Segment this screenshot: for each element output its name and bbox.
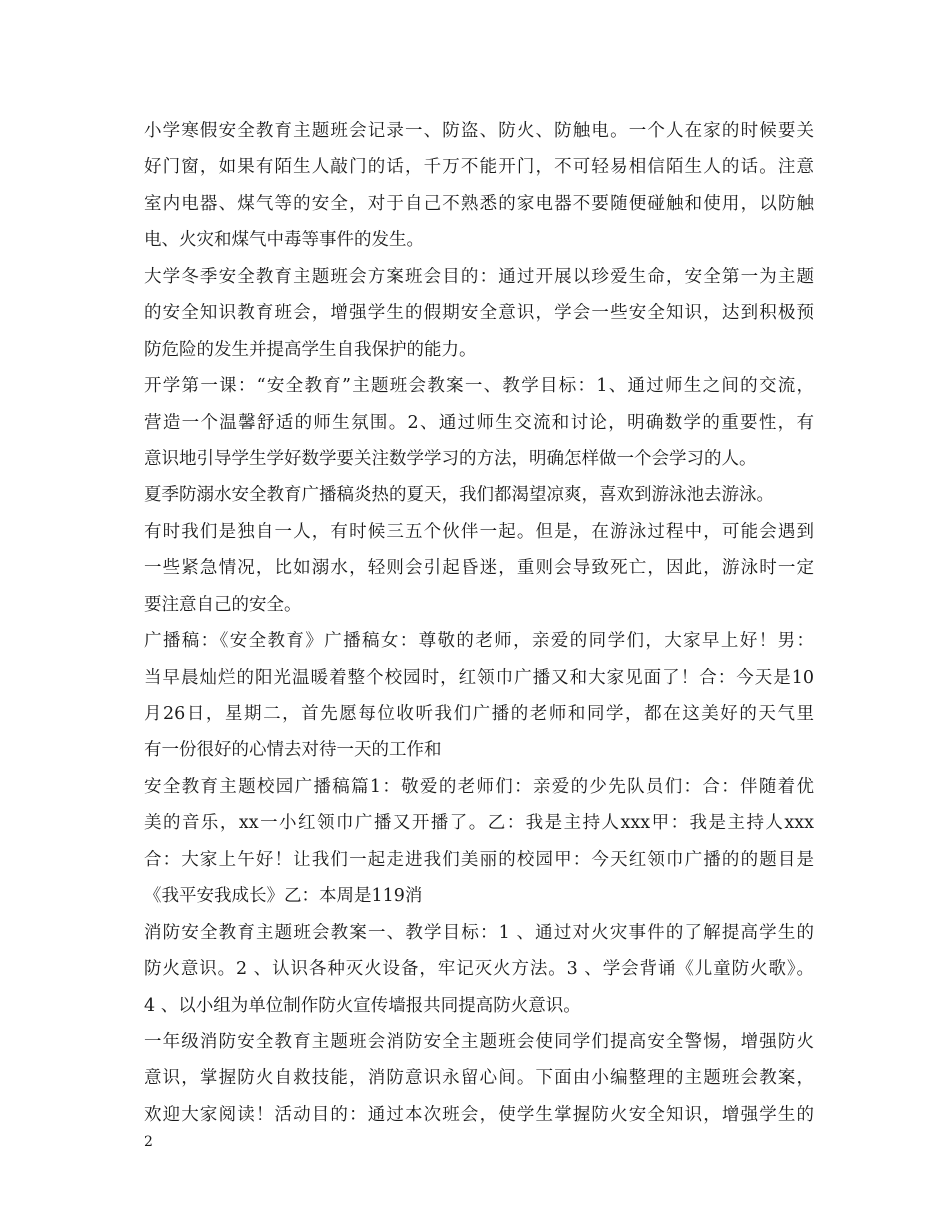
text-line: 防危险的发生并提高学生自我保护的能力。 (144, 339, 477, 360)
text-line: 美的音乐，xx一小红领巾广播又开播了。乙：我是主持人xxx甲：我是主持人xxx (144, 813, 814, 834)
text-line: 大学冬季安全教育主题班会方案班会目的：通过开展以珍爱生命，安全第一为主题 (144, 266, 814, 287)
text-line: 防火意识。2 、认识各种灭火设备，牢记灭火方法。3 、学会背诵《儿童防火歌》。 (144, 959, 814, 980)
text-line: 有时我们是独自一人，有时候三五个伙伴一起。但是，在游泳过程中，可能会遇到 (144, 521, 814, 542)
text-line: 当早晨灿烂的阳光温暖着整个校园时，红领巾广播又和大家见面了！合：今天是10 (144, 667, 814, 688)
text-line: 意识地引导学生学好数学要关注数学学习的方法，明确怎样做一个会学习的人。 (144, 448, 757, 469)
text-line: 小学寒假安全教育主题班会记录一、防盗、防火、防触电。一个人在家的时候要关 (144, 121, 814, 141)
text-line: 营造一个温馨舒适的师生氛围。2、通过师生交流和讨论，明确数学的重要性，有 (144, 412, 814, 433)
text-line: 要注意自己的安全。 (144, 594, 302, 615)
page-number: 2 (144, 1134, 153, 1150)
text-line: 有一份很好的心情去对待一天的工作和 (144, 740, 442, 761)
text-line: 《我平安我成长》乙：本周是119消 (144, 886, 423, 907)
text-line: 意识，掌握防火自救技能，消防意识永留心间。下面由小编整理的主题班会教案， (144, 1068, 814, 1089)
text-line: 开学第一课：“安全教育”主题班会教案一、教学目标：1、通过师生之间的交流， (144, 376, 814, 397)
text-line: 室内电器、煤气等的安全，对于自己不熟悉的家电器不要随便碰触和使用，以防触 (144, 193, 814, 214)
text-line: 好门窗，如果有陌生人敲门的话，千万不能开门，不可轻易相信陌生人的话。注意 (144, 157, 814, 178)
text-line: 欢迎大家阅读！活动目的：通过本次班会，使学生掌握防火安全知识，增强学生的 (144, 1104, 814, 1125)
text-line: 安全教育主题校园广播稿篇1：敬爱的老师们：亲爱的少先队员们：合：伴随着优 (144, 776, 814, 797)
text-line: 消防安全教育主题班会教案一、教学目标：1 、通过对火灾事件的了解提高学生的 (144, 922, 814, 943)
text-line: 的安全知识教育班会，增强学生的假期安全意识，学会一些安全知识，达到积极预 (144, 303, 814, 324)
document-body (144, 113, 814, 1133)
text-line: 合：大家上午好！让我们一起走进我们美丽的校园甲：今天红领巾广播的的题目是 (144, 849, 814, 870)
text-line: 一些紧急情况，比如溺水，轻则会引起昏迷，重则会导致死亡，因此，游泳时一定 (144, 558, 814, 579)
text-line: 月26日，星期二，首先愿每位收听我们广播的老师和同学，都在这美好的天气里 (144, 704, 814, 724)
text-line: 广播稿：《安全教育》广播稿女：尊敬的老师，亲爱的同学们，大家早上好！男： (144, 631, 814, 652)
text-line: 夏季防溺水安全教育广播稿炎热的夏天，我们都渴望凉爽，喜欢到游泳池去游泳。 (144, 485, 774, 506)
text-line: 电、火灾和煤气中毒等事件的发生。 (144, 230, 424, 251)
text-line: 4 、以小组为单位制作防火宣传墙报共同提高防火意识。 (144, 995, 581, 1016)
text-line: 一年级消防安全教育主题班会消防安全主题班会使同学们提高安全警惕，增强防火 (144, 1031, 814, 1052)
